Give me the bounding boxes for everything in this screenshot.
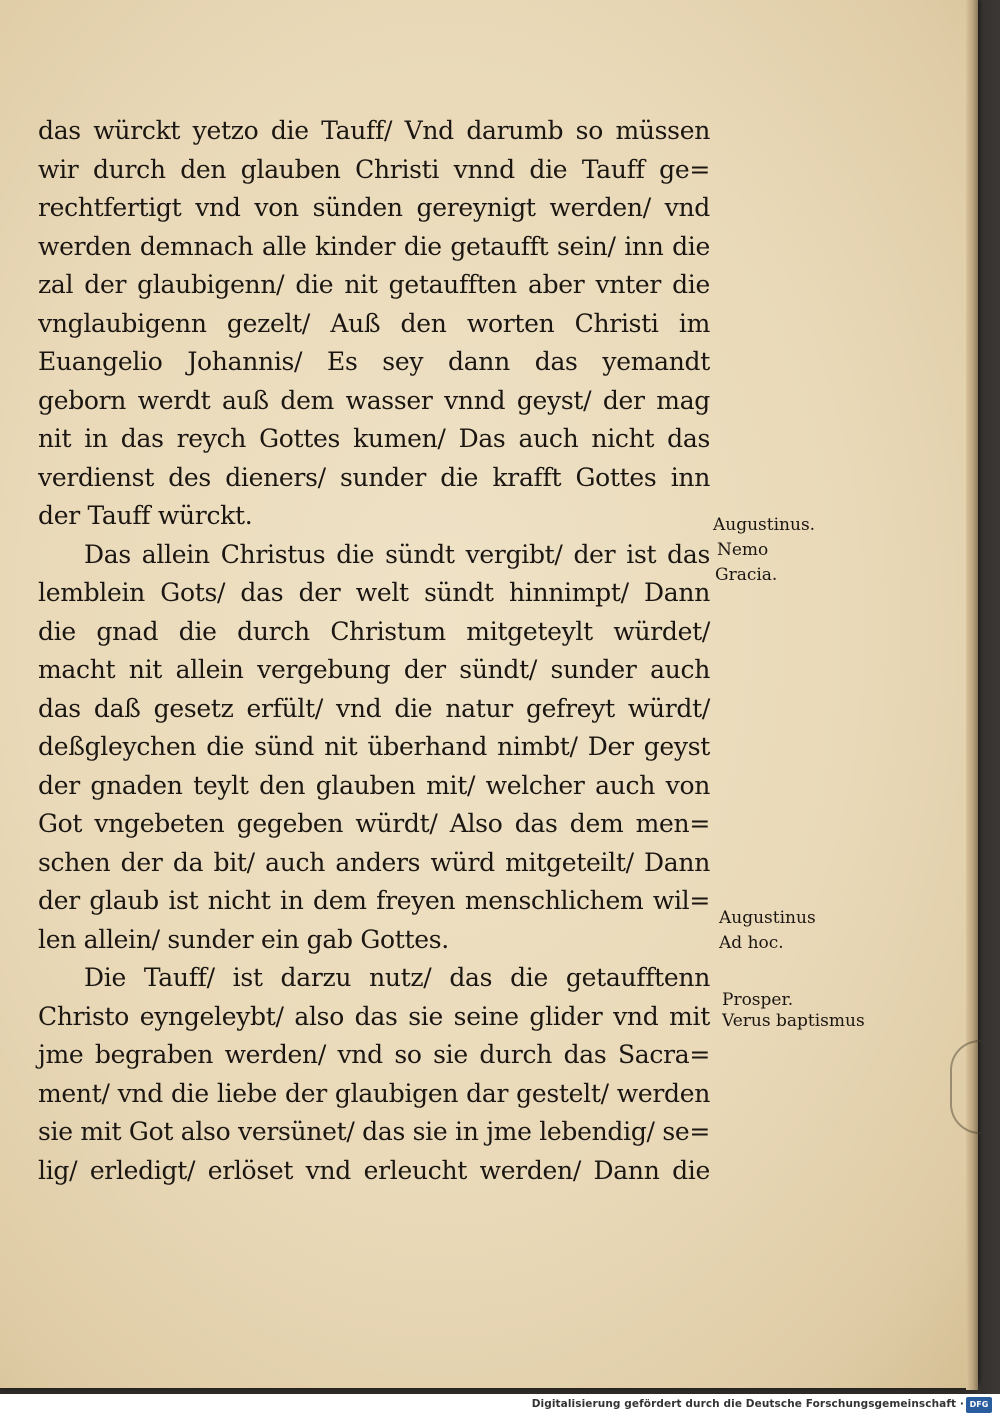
text-line: ment/ vnd die liebe der glaubigen dar gestelt/ werden (38, 1078, 710, 1108)
main-text-block (38, 112, 710, 1190)
text-line: lemblein Gots/ das der welt sündt hinnimpt/ Dann (38, 578, 710, 607)
marginal-note: Gracia. (715, 565, 778, 585)
dfg-logo-icon: DFG (966, 1397, 992, 1413)
marginal-note: Verus baptismus (722, 1011, 865, 1031)
text-line: verdienst des dieners/ sunder die krafft Gottes inn (38, 462, 710, 492)
text-line: der Tauff würckt. (38, 501, 253, 530)
text-line: das würckt yetzo die Tauff/ Vnd darumb so müssen (38, 116, 710, 145)
text-line: Got vngebeten gegeben würdt/ Also das dem men= (38, 809, 710, 838)
text-line: geborn werdt auß dem wasser vnnd geyst/ der mag (38, 385, 710, 415)
text-line: sie mit Got also versünet/ das sie in jme lebendig/ se= (38, 1117, 710, 1146)
text-line: jme begraben werden/ vnd so sie durch das Sacra= (38, 1040, 710, 1069)
text-line: Das allein Christus die sündt vergibt/ der ist das (84, 539, 710, 569)
marginal-note: Ad hoc. (719, 933, 784, 953)
text-line: nit in das reych Gottes kumen/ Das auch nicht das (38, 424, 710, 453)
marginal-note: Prosper. (722, 990, 794, 1010)
text-line: len allein/ sunder ein gab Gottes. (38, 924, 449, 954)
page-edge (966, 0, 978, 1390)
marginal-note: Augustinus. (713, 515, 816, 535)
text-line: vnglaubigenn gezelt/ Auß den worten Christi im (38, 308, 710, 338)
paper-clip-mark (950, 1040, 982, 1134)
text-line: deßgleychen die sünd nit überhand nimbt/ Der geyst (38, 732, 710, 761)
text-line: der gnaden teylt den glauben mit/ welcher auch von (38, 770, 710, 800)
marginal-note: Nemo (717, 540, 769, 560)
text-line: wir durch den glauben Christi vnnd die Tauff ge= (38, 154, 710, 184)
text-line: die gnad die durch Christum mitgeteylt würdet/ (38, 616, 710, 646)
text-line: Christo eyngeleybt/ also das sie seine glider vnd mit (38, 1001, 710, 1031)
text-line: werden demnach alle kinder die getaufft sein/ inn die (38, 231, 710, 261)
text-line: schen der da bit/ auch anders würd mitgeteilt/ Dann (38, 847, 710, 877)
text-line: das daß gesetz erfült/ vnd die natur gefreyt würdt/ (38, 693, 710, 723)
text-line: macht nit allein vergebung der sündt/ sunder auch (38, 655, 710, 684)
funding-notice: Digitalisierung gefördert durch die Deutsche Forschungsgemeinschaft · (531, 1398, 964, 1410)
text-line: rechtfertigt vnd von sünden gereynigt werden/ vnd (38, 193, 710, 222)
marginal-note: Augustinus (719, 908, 816, 928)
text-line: zal der glaubigenn/ die nit getaufften aber vnter die (38, 270, 710, 299)
text-line: Euangelio Johannis/ Es sey dann das yemandt (38, 347, 710, 376)
text-line: Die Tauff/ ist darzu nutz/ das die getaufftenn (84, 963, 710, 992)
text-line: der glaub ist nicht in dem freyen menschlichem wil= (38, 886, 710, 915)
text-line: lig/ erledigt/ erlöset vnd erleucht werden/ Dann die (38, 1155, 710, 1185)
